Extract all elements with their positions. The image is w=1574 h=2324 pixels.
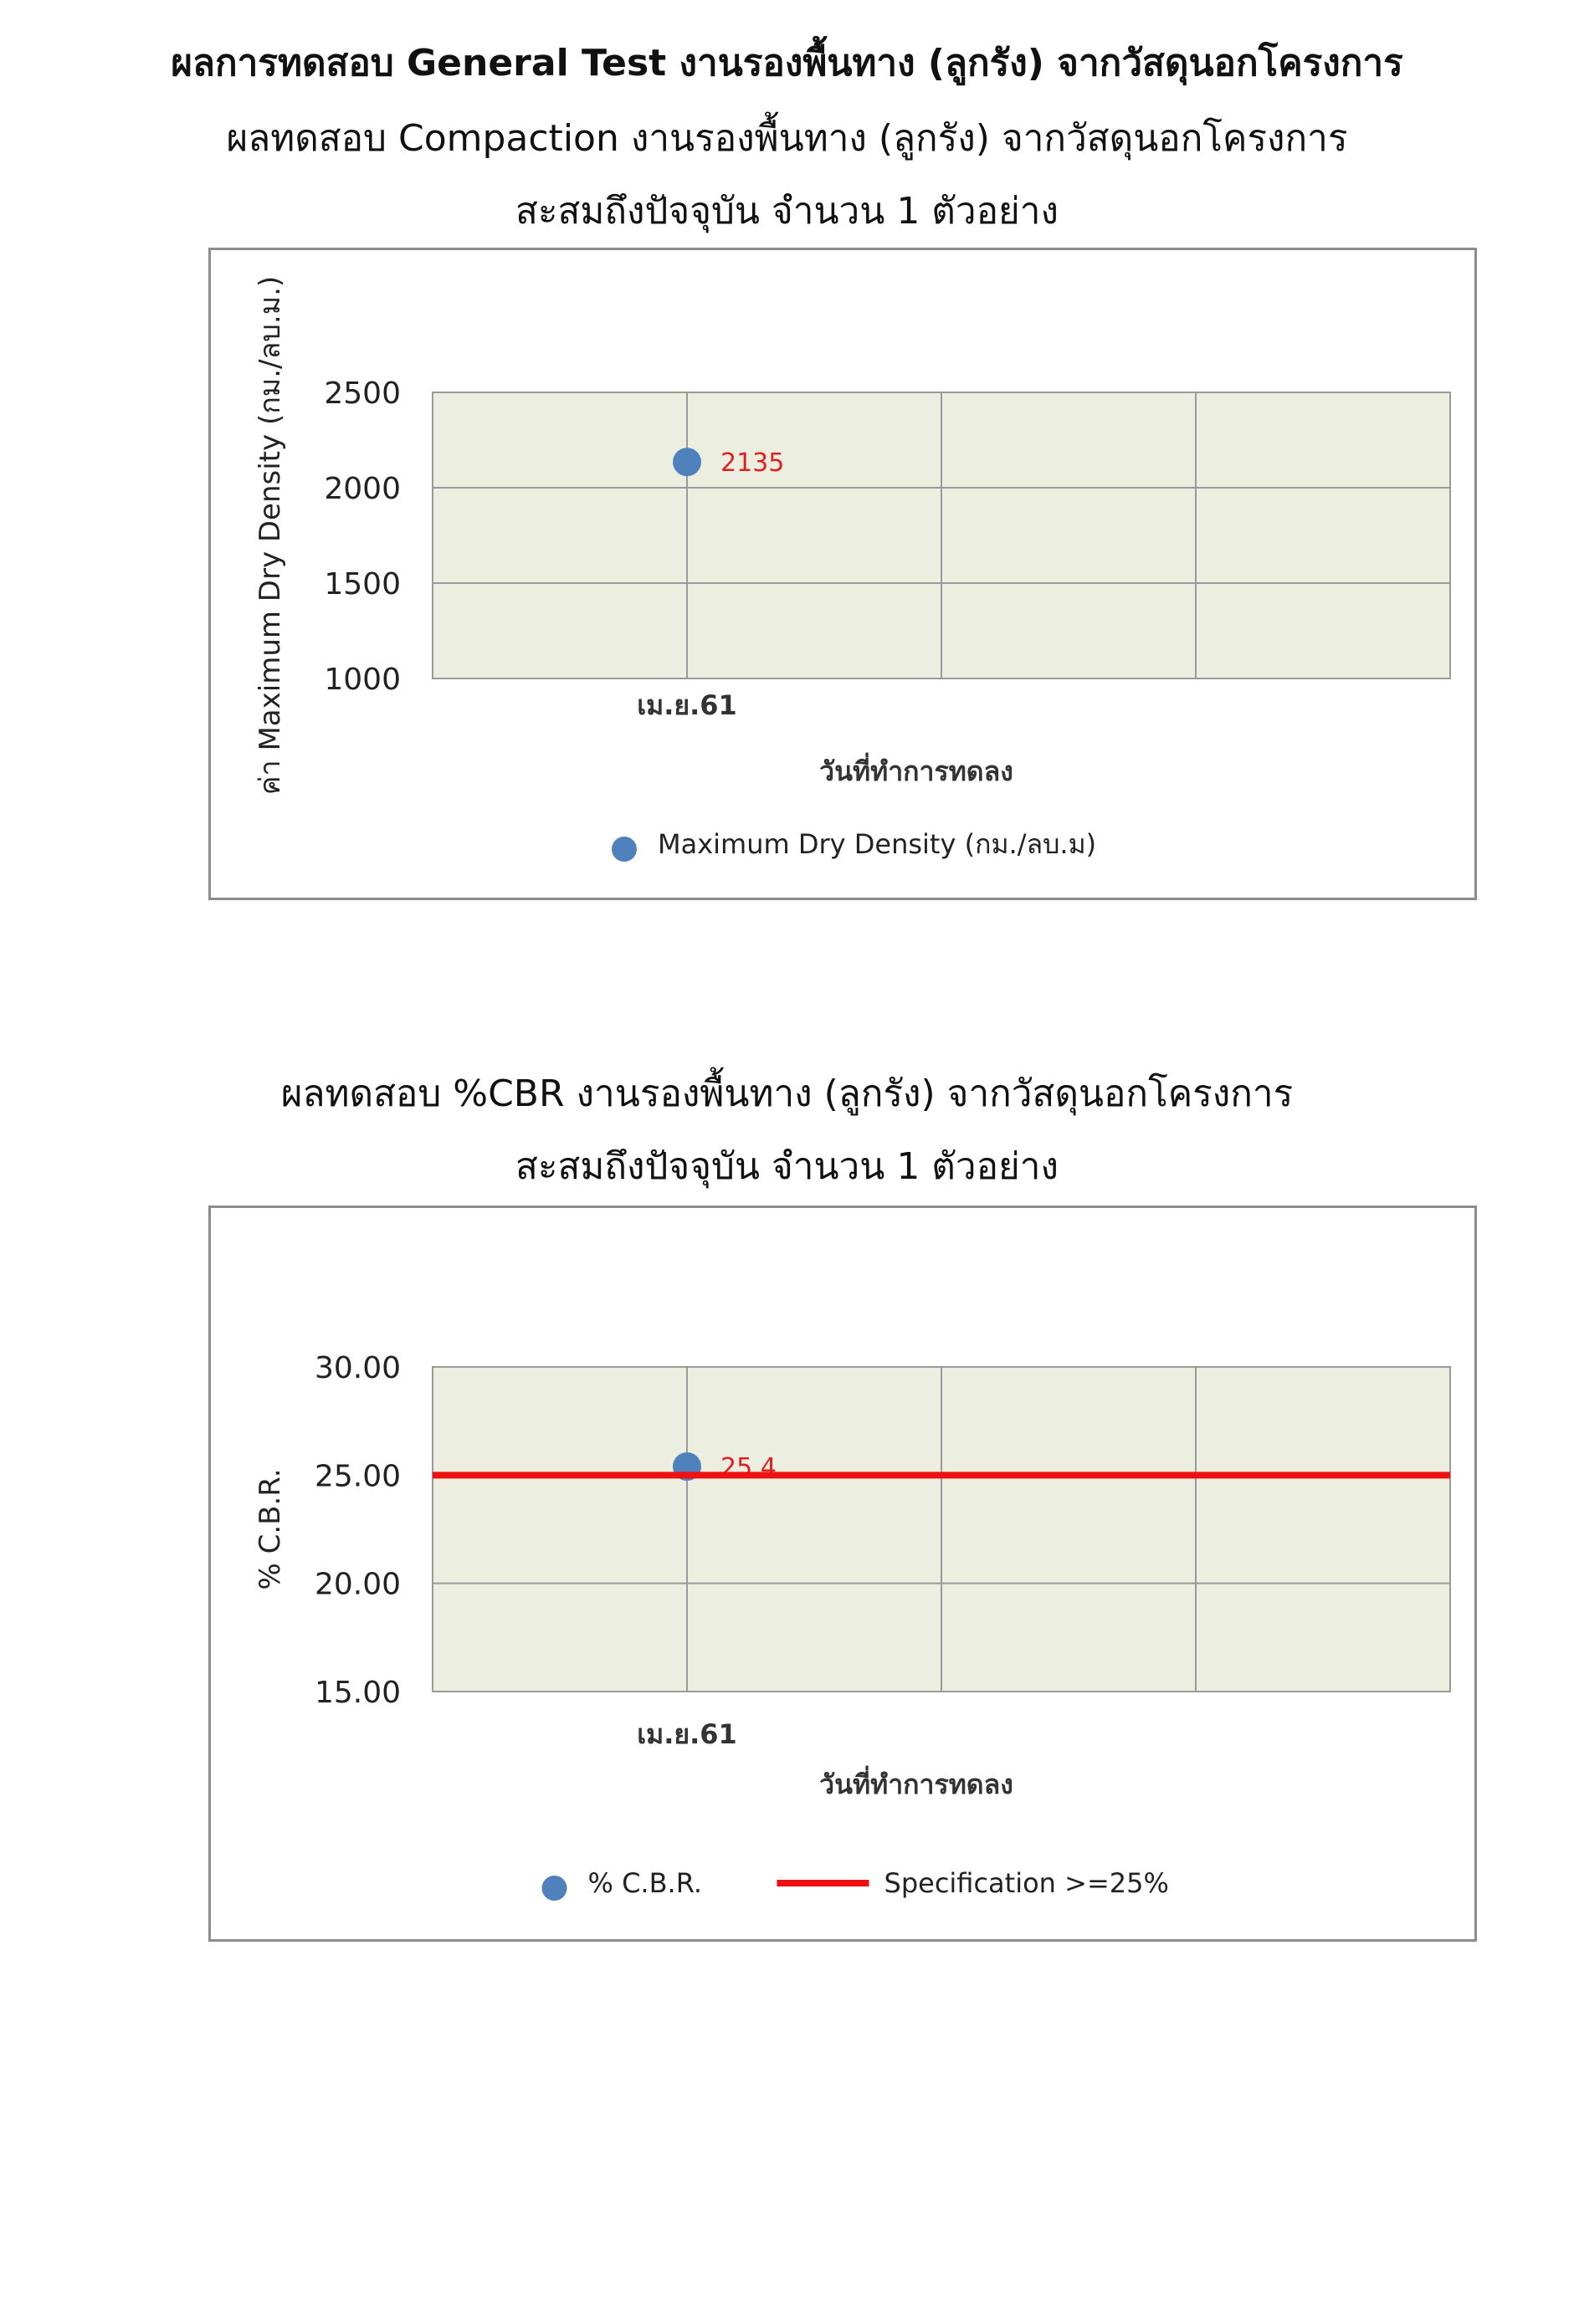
mdd-legend-label: Maximum Dry Density (กม./ลบ.ม)	[658, 828, 1097, 860]
cbr-y-axis-title: % C.B.R.	[254, 1468, 287, 1590]
mdd-x-axis-title: วันที่ทำการทดลง	[819, 755, 1013, 787]
mdd-chart-panel	[208, 248, 1477, 900]
mdd-x-tick-label: เม.ย.61	[637, 689, 737, 721]
chart2-subtitle-line2: สะสมถึงปัจจุบัน จำนวน 1 ตัวอย่าง	[515, 1145, 1059, 1188]
chart2-subtitle-line1: ผลทดสอบ %CBR งานรองพื้นทาง (ลูกรัง) จากวัสดุนอกโครงการ	[280, 1072, 1294, 1115]
mdd-y-axis-title: ค่า Maximum Dry Density (กม./ลบ.ม.)	[254, 275, 287, 796]
cbr-y-tick-label: 15.00	[314, 1676, 401, 1710]
cbr-y-tick-label: 30.00	[314, 1351, 401, 1385]
mdd-y-tick-label: 1000	[324, 663, 401, 697]
cbr-y-tick-label: 20.00	[314, 1567, 401, 1602]
cbr-legend-label: Specification >=25%	[884, 1867, 1169, 1899]
cbr-chart-svg	[211, 1208, 1479, 1944]
cbr-y-tick-label: 25.00	[314, 1459, 401, 1494]
mdd-y-tick-label: 2000	[324, 472, 401, 506]
mdd-y-tick-label: 1500	[324, 567, 401, 601]
mdd-y-tick-label: 2500	[324, 376, 401, 411]
chart1-subtitle-line1: ผลทดสอบ Compaction งานรองพื้นทาง (ลูกรัง) จากวัสดุนอกโครงการ	[226, 117, 1348, 160]
page-title: ผลการทดสอบ General Test งานรองพื้นทาง (ลูกรัง) จากวัสดุนอกโครงการ	[171, 42, 1403, 84]
mdd-data-label: 2135	[720, 448, 785, 479]
cbr-chart-panel	[208, 1206, 1477, 1942]
mdd-data-point	[673, 448, 701, 476]
chart1-subtitle-line2: สะสมถึงปัจจุบัน จำนวน 1 ตัวอย่าง	[515, 190, 1059, 233]
cbr-x-axis-title: วันที่ทำการทดลง	[819, 1769, 1013, 1800]
cbr-legend-label: % C.B.R.	[587, 1867, 702, 1899]
cbr-legend-marker-swatch	[542, 1876, 567, 1901]
cbr-x-tick-label: เม.ย.61	[637, 1718, 737, 1750]
cbr-data-label: 25.4	[720, 1452, 777, 1482]
mdd-legend-marker-swatch	[612, 837, 637, 862]
mdd-chart-svg	[211, 250, 1479, 903]
